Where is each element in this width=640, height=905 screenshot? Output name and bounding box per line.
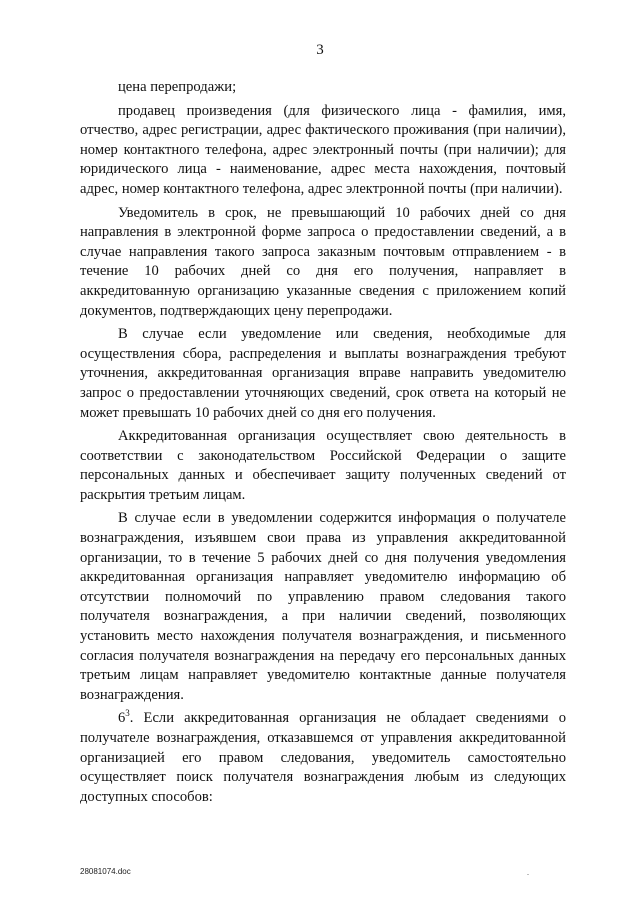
paragraph: В случае если в уведомлении содержится информация о получателе вознаграждения, изъявшем свои права из управления аккредитованной организации, то в течение 5 рабочих дней со дня получения уведомления аккредитованная организация направляет уведомителю информацию об отсутствии полномочий по управлению правом следования такого получателя вознаграждения, а при наличии сведений, позволяющих установить место нахождения получателя вознаграждения, и письменного согласия получателя вознаграждения на передачу его персональных данных третьим лицам направляет уведомителю контактные данные получателя вознаграждения. bbox=[80, 510, 566, 703]
page-number: 3 bbox=[316, 42, 324, 58]
paragraph: В случае если уведомление или сведения, необходимые для осуществления сбора, распределения и выплаты вознаграждения требуют уточнения, аккредитованная организация вправе направить уведомителю запрос о предоставлении уточняющих сведений, срок ответа на который не может превышать 10 рабочих дней со дня его получения. bbox=[80, 326, 566, 421]
footer-mark: . bbox=[527, 868, 529, 877]
paragraph-number: 6 bbox=[118, 710, 126, 727]
paragraph: Аккредитованная организация осуществляет свою деятельность в соответствии с законодательством Российской Федерации о защите персональных данных и обеспечивает защиту полученных сведений от раскрытия третьим лицам. bbox=[80, 428, 566, 503]
paragraph-number-superscript: 3 bbox=[125, 708, 130, 719]
paragraph-text: . Если аккредитованная организация не обладает сведениями о получателе вознаграждения, отказавшемся от управления аккредитованной организацией его правом следования, уведомитель самостоятельно осуществляет поиск получателя вознаграждения любым из следующих доступных способов: bbox=[80, 710, 566, 805]
document-body bbox=[80, 78, 566, 811]
numbered-paragraph bbox=[80, 709, 566, 807]
paragraph: продавец произведения (для физического лица - фамилия, имя, отчество, адрес регистрации, адрес фактического проживания (при наличии), номер контактного телефона, адрес электронный почты (при наличии); для юридического лица - наименование, адрес места нахождения, почтовый адрес, номер контактного телефона, адрес электронной почты (при наличии). bbox=[80, 102, 566, 197]
paragraph: Уведомитель в срок, не превышающий 10 рабочих дней со дня направления в электронной форме запроса о предоставлении сведений, а в случае направления такого запроса заказным почтовым отправлением - в течение 10 рабочих дней со дня его получения, направляет в аккредитованную организацию указанные сведения с приложением копий документов, подтверждающих цену перепродажи. bbox=[80, 204, 566, 319]
paragraph: цена перепродажи; bbox=[118, 79, 237, 95]
footer-filename: 28081074.doc bbox=[80, 867, 131, 876]
